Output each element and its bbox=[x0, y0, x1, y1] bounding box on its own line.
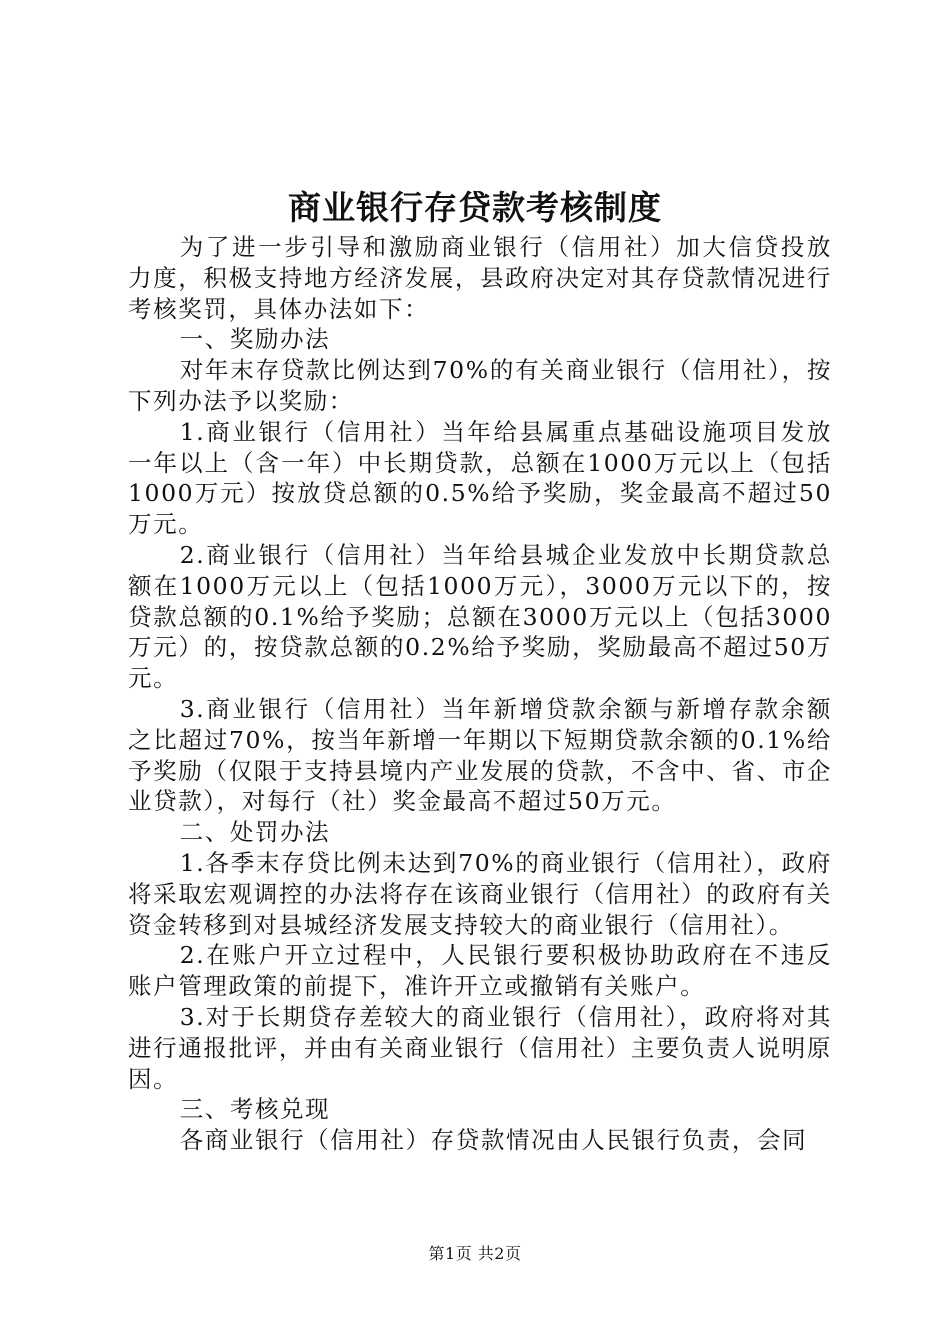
paragraph-penalty-item-1: 1.各季末存贷比例未达到70%的商业银行（信用社），政府将采取宏观调控的办法将存在该商业银行（信用社）的政府有关资金转移到对县城经济发展支持较大的商业银行（信用社）。 bbox=[128, 848, 832, 939]
document-body bbox=[128, 232, 832, 1156]
section-heading-penalties: 二、处罚办法 bbox=[179, 818, 331, 847]
section-heading-assessment: 三、考核兑现 bbox=[179, 1095, 331, 1124]
paragraph-reward-item-1: 1.商业银行（信用社）当年给县属重点基础设施项目发放一年以上（含一年）中长期贷款，总额在1000万元以上（包括1000万元）按放贷总额的0.5%给予奖励，奖金最高不超过50万元。 bbox=[128, 417, 832, 539]
paragraph-reward-item-2: 2.商业银行（信用社）当年给县城企业发放中长期贷款总额在1000万元以上（包括1000万元），3000万元以下的，按贷款总额的0.1%给予奖励；总额在3000万元以上（包括3000万元）的，按贷款总额的0.2%给予奖励，奖励最高不超过50万元。 bbox=[128, 540, 832, 693]
paragraph-reward-item-3: 3.商业银行（信用社）当年新增贷款余额与新增存款余额之比超过70%，按当年新增一年期以下短期贷款余额的0.1%给予奖励（仅限于支持县境内产业发展的贷款，不含中、省、市企业贷款），对每行（社）奖金最高不超过50万元。 bbox=[128, 694, 832, 816]
paragraph-penalty-item-2: 2.在账户开立过程中，人民银行要积极协助政府在不违反账户管理政策的前提下，准许开立或撤销有关账户。 bbox=[128, 941, 832, 1001]
document-title: 商业银行存贷款考核制度 bbox=[288, 188, 662, 227]
paragraph-assessment: 各商业银行（信用社）存贷款情况由人民银行负责，会同 bbox=[179, 1126, 808, 1155]
paragraph-intro: 为了进一步引导和激励商业银行（信用社）加大信贷投放力度，积极支持地方经济发展，县政府决定对其存贷款情况进行考核奖罚，具体办法如下： bbox=[128, 233, 832, 323]
section-heading-rewards: 一、奖励办法 bbox=[179, 325, 331, 354]
paragraph-rewards-intro: 对年末存贷款比例达到70%的有关商业银行（信用社），按下列办法予以奖励： bbox=[128, 356, 832, 415]
paragraph-penalty-item-3: 3.对于长期贷存差较大的商业银行（信用社），政府将对其进行通报批评，并由有关商业银行（信用社）主要负责人说明原因。 bbox=[128, 1002, 832, 1093]
page-footer: 第1页 共2页 bbox=[428, 1244, 522, 1263]
